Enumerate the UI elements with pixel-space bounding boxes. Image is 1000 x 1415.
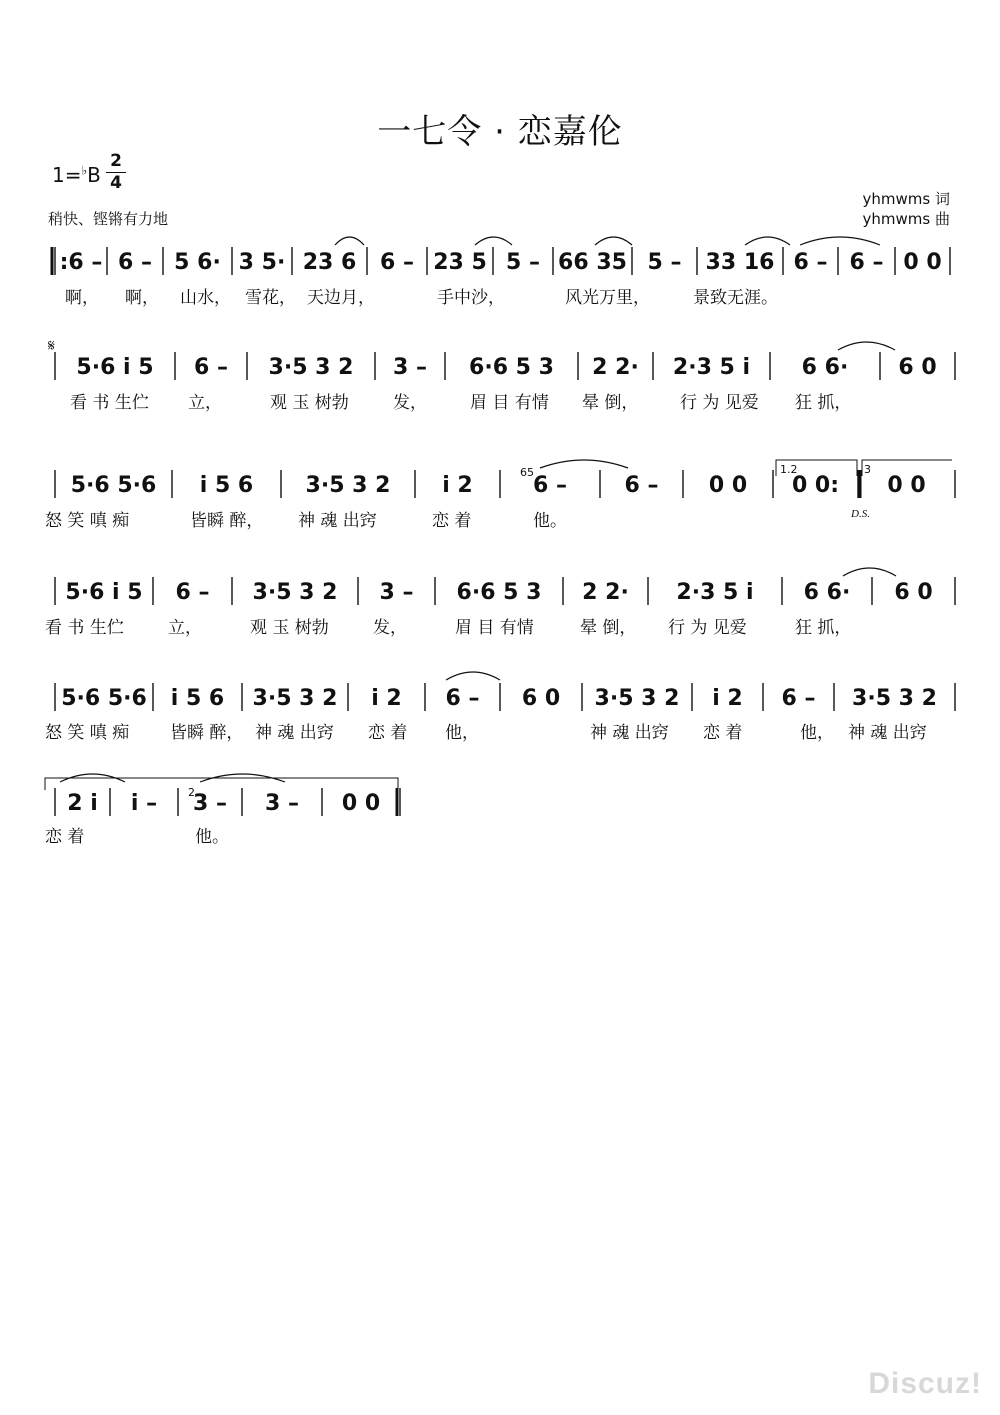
note-group: 5·6 i 5 — [65, 580, 143, 605]
note-group: 6·6 5 3 — [456, 580, 542, 605]
note-group: 0 0 — [887, 473, 926, 498]
note-group: 6 – — [781, 686, 816, 711]
note-group: 23 5 — [433, 250, 487, 275]
lyrics-row — [0, 613, 1000, 637]
lyrics-row — [0, 388, 1000, 412]
slur-mark — [446, 672, 500, 680]
note-group: 6 0 — [898, 355, 937, 380]
lyric-fragment: 恋 着 — [432, 511, 472, 531]
lyric-fragment: 啊， — [125, 288, 159, 308]
note-group: 6 – — [793, 250, 828, 275]
lyric-fragment: 行 为 见爱 — [668, 618, 747, 638]
note-group: 2 2· — [582, 580, 629, 605]
grace-note-label-2: 2 — [188, 786, 195, 799]
lyric-fragment: 神 魂 出窍 — [848, 723, 927, 743]
note-group: 3·5 3 2 — [252, 686, 338, 711]
lyric-fragment: 发， — [373, 618, 407, 638]
lyric-fragment: 狂 抓， — [795, 393, 852, 413]
slur-mark — [540, 460, 628, 468]
note-group: 3·5 3 2 — [852, 686, 937, 711]
note-group: 3 – — [265, 791, 299, 816]
note-group: 5 6· — [174, 250, 221, 275]
note-group: 3 – — [379, 580, 414, 605]
volta-second-label: 3 — [864, 463, 871, 476]
lyric-fragment: 恋 着 — [703, 723, 743, 743]
lyric-fragment: 眉 目 有情 — [455, 618, 534, 638]
lyric-fragment: 神 魂 出窍 — [298, 511, 377, 531]
lyric-fragment: 眉 目 有情 — [470, 393, 549, 413]
page-title: 一七令 · 恋嘉伦 — [377, 112, 623, 152]
lyric-fragment: 发， — [393, 393, 427, 413]
note-group: 0 0: — [791, 473, 840, 498]
note-group: 0 0 — [341, 791, 381, 816]
lyric-fragment: 立， — [168, 618, 202, 638]
note-group: 2·3 5 i — [676, 580, 754, 605]
note-group: 3·5 3 2 — [594, 686, 680, 711]
note-group: 6 – — [175, 580, 210, 605]
lyricist-credit: yhmwms 词 — [862, 190, 950, 208]
lyric-fragment: 山水， — [180, 288, 231, 308]
key-signature: 1=♭B — [52, 163, 101, 187]
lyric-fragment: 风光万里， — [565, 288, 650, 308]
note-group: 6 – — [194, 355, 228, 380]
note-group: 6 6· — [803, 580, 851, 605]
watermark-logo: Discuz! — [868, 1367, 982, 1400]
lyric-fragment: 晕 倒， — [582, 393, 639, 413]
lyrics-row — [0, 822, 1000, 846]
note-group: 5·6 5·6 — [70, 473, 157, 498]
note-group: 3 – — [193, 791, 227, 816]
note-group: 5 – — [647, 250, 682, 275]
note-group: i 5 6 — [170, 686, 225, 711]
volta-first-label: 1.2 — [780, 463, 798, 476]
grace-note-label: 65 — [520, 466, 534, 479]
lyrics-row — [0, 506, 1000, 530]
lyric-fragment: 立， — [188, 393, 222, 413]
note-group: 2 2· — [592, 355, 639, 380]
slur-mark — [800, 237, 880, 245]
bracket-final — [45, 778, 398, 790]
slur-mark — [475, 237, 512, 245]
note-group: i – — [130, 791, 158, 816]
note-group: 5·6 i 5 — [76, 355, 154, 380]
note-group: i 2 — [442, 473, 473, 498]
slur-mark — [745, 237, 790, 245]
lyric-fragment: 他。 — [533, 511, 567, 531]
lyric-fragment: 神 魂 出窍 — [590, 723, 669, 743]
note-group: 6 – — [533, 473, 567, 498]
segno-sign: 𝄋 — [48, 336, 55, 355]
note-group: 3 5· — [238, 250, 286, 275]
lyric-fragment: 看 书 生伫 — [70, 393, 149, 413]
note-group: i 2 — [712, 686, 743, 711]
note-group: 6 – — [380, 250, 414, 275]
lyrics-row — [0, 283, 1000, 307]
slur-mark — [838, 342, 895, 350]
lyric-fragment: 观 玉 树勃 — [270, 393, 349, 413]
note-group: i 5 6 — [199, 473, 254, 498]
lyric-fragment: 晕 倒， — [580, 618, 637, 638]
lyric-fragment: 皆瞬 醉， — [170, 723, 244, 743]
note-group: 2·3 5 i — [672, 355, 751, 380]
lyric-fragment: 啊， — [65, 288, 99, 308]
lyric-fragment: 雪花， — [245, 288, 296, 308]
tempo-marking: 稍快、铿锵有力地 — [48, 210, 169, 228]
lyric-fragment: 神 魂 出窍 — [255, 723, 334, 743]
note-group: 6 0 — [521, 686, 561, 711]
note-group: 0 0 — [903, 250, 942, 275]
slur-mark — [335, 237, 364, 245]
note-group: 3·5 3 2 — [305, 473, 391, 498]
lyrics-row — [0, 718, 1000, 742]
lyric-fragment: 手中沙， — [437, 288, 505, 308]
lyric-fragment: 他。 — [195, 827, 229, 847]
lyric-fragment: 看 书 生伫 — [45, 618, 124, 638]
lyric-fragment: 观 玉 树勃 — [250, 618, 329, 638]
note-group: 6 – — [624, 473, 659, 498]
lyric-fragment: 景致无涯。 — [693, 288, 778, 308]
note-group: 6 0 — [894, 580, 933, 605]
note-group: 3 – — [393, 355, 427, 380]
note-group: 5 – — [506, 250, 540, 275]
lyric-fragment: 皆瞬 醉， — [190, 511, 264, 531]
lyric-fragment: 怒 笑 嗔 痴 — [45, 723, 130, 743]
note-group: 6 6· — [801, 355, 849, 380]
lyric-fragment: 狂 抓， — [795, 618, 852, 638]
note-group: 0 0 — [708, 473, 748, 498]
composer-credit: yhmwms 曲 — [862, 210, 950, 228]
note-group: :6 – — [59, 250, 103, 275]
lyric-fragment: 他， — [800, 723, 834, 743]
lyric-fragment: 怒 笑 嗔 痴 — [45, 511, 130, 531]
lyric-fragment: 他， — [445, 723, 479, 743]
ds-marking: D.S. — [851, 508, 870, 520]
lyric-fragment: 恋 着 — [45, 827, 85, 847]
lyric-fragment: 行 为 见爱 — [680, 393, 759, 413]
slur-mark — [595, 237, 632, 245]
note-group: 6 – — [849, 250, 884, 275]
slur-mark — [843, 568, 896, 576]
lyric-fragment: 天边月， — [307, 288, 375, 308]
note-group: 6 – — [445, 686, 480, 711]
note-group: 3·5 3 2 — [268, 355, 354, 380]
note-group: 23 6 — [302, 250, 357, 275]
time-signature: 2 4 — [106, 152, 126, 193]
note-group: i 2 — [371, 686, 402, 711]
note-group: 5·6 5·6 — [61, 686, 147, 711]
note-group: 6·6 5 3 — [469, 355, 554, 380]
note-group: 3·5 3 2 — [252, 580, 338, 605]
note-group: 2 i — [67, 791, 98, 816]
note-group: 66 35 — [558, 250, 627, 275]
lyric-fragment: 恋 着 — [368, 723, 408, 743]
note-group: 6 – — [118, 250, 152, 275]
note-group: 33 16 — [705, 250, 775, 275]
